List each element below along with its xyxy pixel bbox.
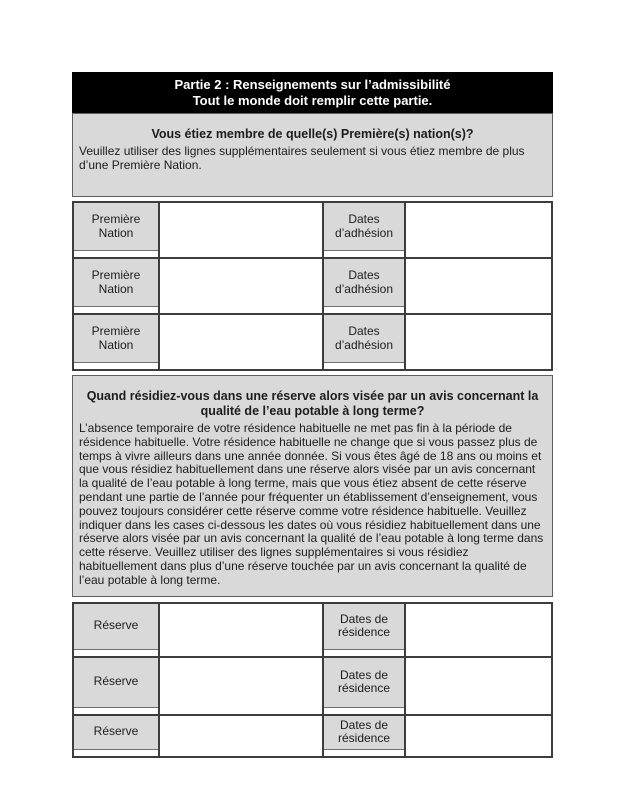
residence-dates-input[interactable] [406,658,551,714]
reserve-label-cell [74,716,160,756]
reserve-label: Réserve [74,658,158,708]
part-header-line2: Tout le monde doit remplir cette partie. [192,92,433,108]
section1-intro [72,113,553,197]
reserve-label: Réserve [74,604,158,650]
reserve-input[interactable] [160,716,324,756]
membership-dates-label-cell [324,315,406,369]
first-nation-input[interactable] [160,203,324,257]
first-nation-label: Première Nation [74,203,158,251]
residence-dates-label-cell [324,716,406,756]
table-row [74,716,551,756]
membership-dates-input[interactable] [406,203,551,257]
first-nation-label-cell [74,203,160,257]
section1-instructions: Veuillez utiliser des lignes supplémentaires seulement si vous étiez membre de plus d’une Première Nation. [79,144,525,172]
membership-dates-label: Dates d’adhésion [324,203,404,251]
table-row [74,259,551,315]
reserve-label-cell [74,658,160,714]
residence-dates-input[interactable] [406,604,551,656]
residence-dates-label-cell [324,658,406,714]
part-header [72,72,553,113]
table-row [74,658,551,716]
membership-dates-label-cell [324,259,406,313]
first-nation-label: Première Nation [74,315,158,363]
reserve-input[interactable] [160,604,324,656]
first-nation-label-cell [74,259,160,313]
first-nation-input[interactable] [160,259,324,313]
first-nation-label-cell [74,315,160,369]
first-nation-label: Première Nation [74,259,158,307]
membership-dates-label-cell [324,203,406,257]
residence-dates-label-cell [324,604,406,656]
table-row [74,315,551,369]
section2-intro [72,375,553,597]
table-row [74,604,551,658]
reserve-input[interactable] [160,658,324,714]
part-header-line1: Partie 2 : Renseignements sur l’admissibilité [174,77,451,92]
membership-dates-input[interactable] [406,259,551,313]
reserve-label-cell [74,604,160,656]
section2-title: Quand résidiez-vous dans une réserve alors visée par un avis concernant la qualité de l’eau potable à long terme? [86,389,539,418]
reserve-residence-table [72,602,553,758]
section1-title: Vous étiez membre de quelle(s) Première(s) nation(s)? [151,127,474,141]
reserve-label: Réserve [74,716,158,750]
first-nation-table [72,201,553,371]
residence-dates-label: Dates de résidence [324,716,404,750]
first-nation-input[interactable] [160,315,324,369]
section2-instructions: L’absence temporaire de votre résidence habituelle ne met pas fin à la période de résidence habituelle. Votre résidence habituelle ne change que si vous passez plus de temps à vivre ailleurs dans une année donnée. Si vous êtes âgé de 18 ans ou moins et que vous résidiez habituellement dans une réserve alors visée par un avis concernant la qualité de l’eau potable à long terme, mais que vous étiez absent de cette réserve pendant une partie de l’année pour fréquenter un établissement d’enseignement, vous pouvez toujours considérer cette réserve comme votre résidence habituelle. Veuillez indiquer dans les cases ci-dessous les dates où vous résidiez habituellement dans une réserve alors visée par un avis concernant la qualité de l’eau potable à long terme dans cette réserve. Veuillez utiliser des lignes supplémentaires si vous résidiez habituellement dans plus d’une réserve touchée par un avis concernant la qualité de l’eau potable à long terme. [79,421,544,587]
membership-dates-label: Dates d’adhésion [324,259,404,307]
residence-dates-input[interactable] [406,716,551,756]
membership-dates-input[interactable] [406,315,551,369]
membership-dates-label: Dates d’adhésion [324,315,404,363]
table-row [74,203,551,259]
form-page [72,72,553,758]
residence-dates-label: Dates de résidence [324,604,404,650]
residence-dates-label: Dates de résidence [324,658,404,708]
